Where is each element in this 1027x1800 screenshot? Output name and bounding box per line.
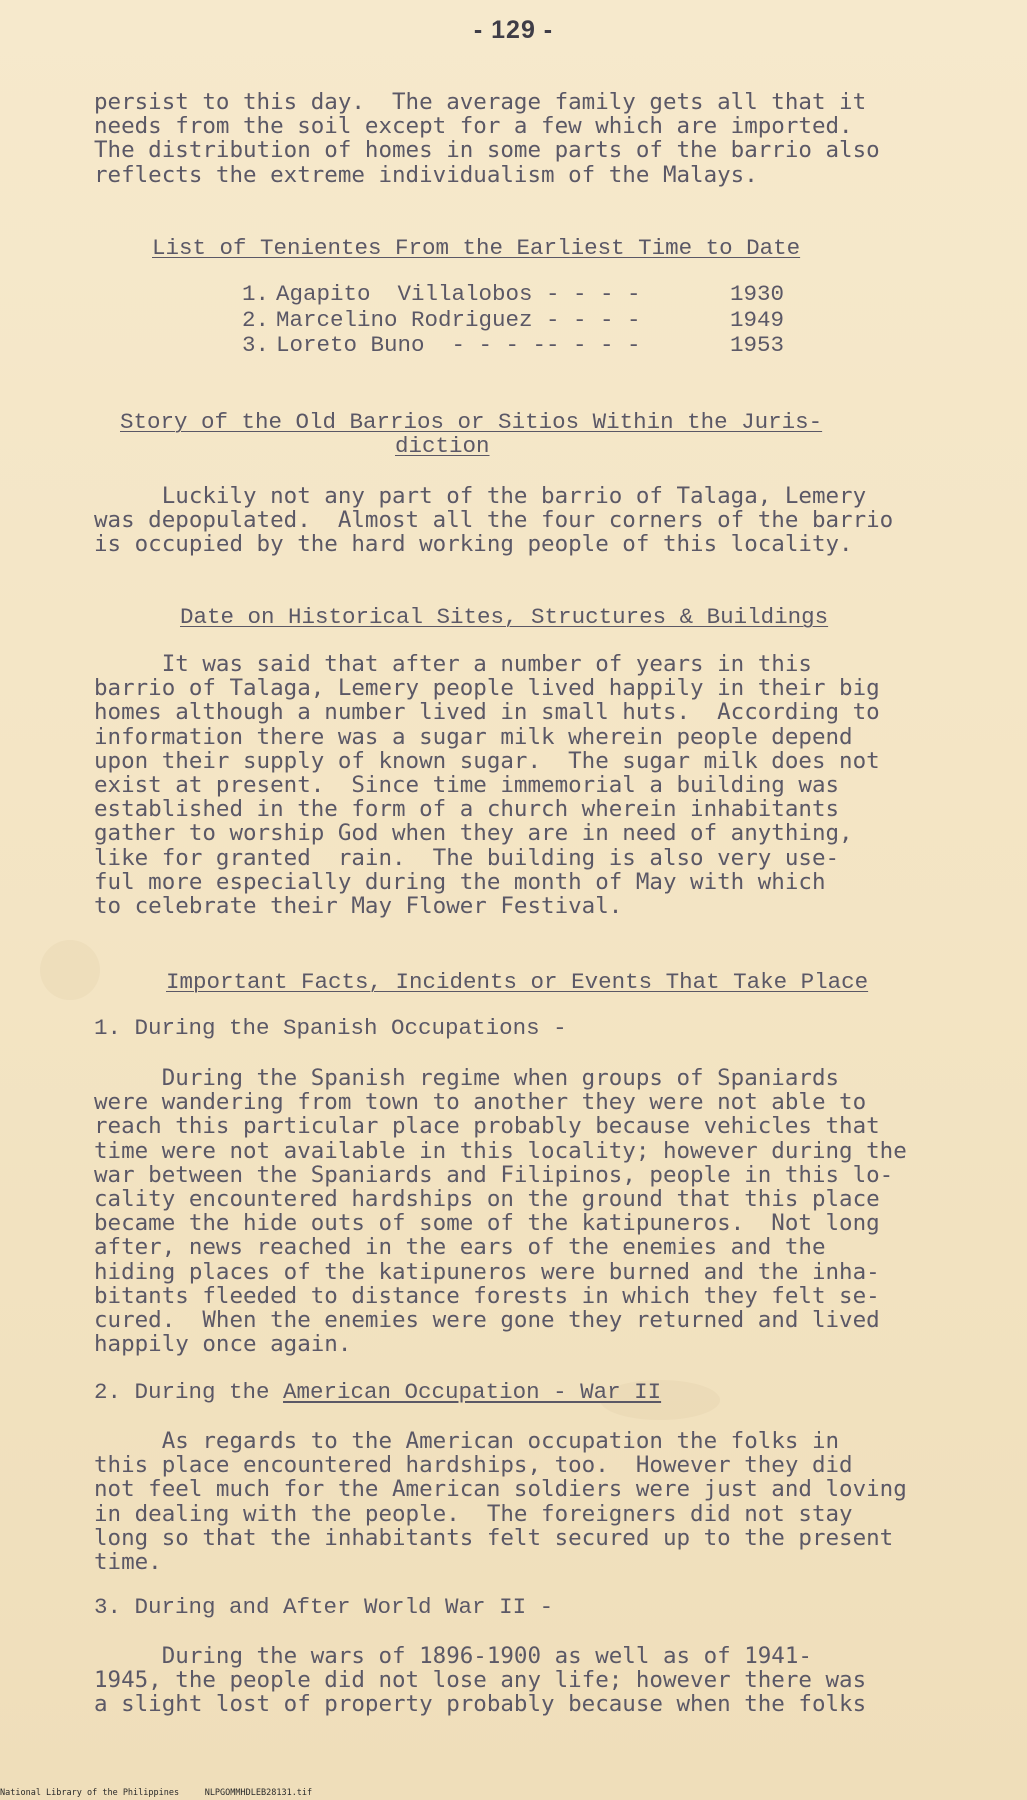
- archive-footer: National Library of the Philippines NLPGOMMHDLEB28131.tif: [0, 1788, 313, 1798]
- list-item-number: 3.: [242, 332, 270, 358]
- list-item: [242, 333, 790, 359]
- tenientes-heading: List of Tenientes From the Earliest Time to Date: [152, 235, 801, 261]
- world-war-subheading: 3. During and After World War II -: [94, 1594, 554, 1620]
- list-item-number: 2.: [242, 306, 270, 333]
- historical-sites-heading: Date on Historical Sites, Structures & Buildings: [180, 604, 829, 630]
- important-facts-heading: Important Facts, Incidents or Events That Take Place: [166, 969, 869, 995]
- spanish-occupation-subheading: 1. During the Spanish Occupations -: [94, 1015, 567, 1041]
- list-item-name: Marcelino Rodriguez - - - -: [276, 306, 641, 333]
- old-barrios-heading-continued: diction: [395, 433, 490, 459]
- list-item-name: Agapito Villalobos - - - -: [276, 281, 641, 307]
- spanish-occupation-paragraph: During the Spanish regime when groups of Spaniards were wandering from town to another they were not able to reach this particular place probably because vehicles that time were not available in this locality; however during the war between the Spaniards and Filipinos, people in this lo- cality encountered hardships on the ground that this place became the hide outs of some of the katipuneros. Not long after, news reached in the ears of the enemies and the hiding places of the katipuneros were burned and the inha- bitants fleeded to distance forests in which they felt se- cured. When the enemies were gone they returned and lived happily once again.: [94, 1065, 907, 1358]
- list-item-year: 1930: [730, 281, 785, 307]
- page-number: - 129 -: [473, 16, 554, 44]
- paper-stain: [40, 940, 100, 1000]
- historical-sites-paragraph: It was said that after a number of years in this barrio of Talaga, Lemery people lived happily in their big homes although a number lived in small huts. According to information there was a sugar milk wherein people depend upon their supply of known sugar. The sugar milk does not exist at present. Since time immemorial a building was established in the form of a church wherein inhabitants gather to worship God when they are in need of anything, like for granted rain. The building is also very use- ful more especially during the month of May with which to celebrate their May Flower Festival.: [94, 651, 880, 920]
- old-barrios-heading: Story of the Old Barrios or Sitios Within the Juris-: [120, 409, 823, 435]
- american-subheading-prefix: 2. During the: [94, 1379, 284, 1405]
- list-item-name: Loreto Buno - - - -- - - -: [276, 332, 641, 358]
- list-item-number: 1.: [242, 281, 270, 307]
- list-item: [242, 308, 790, 334]
- world-war-paragraph: During the wars of 1896-1900 as well as of 1941- 1945, the people did not lose any life; however there was a slight lost of property probably because when the folks: [94, 1643, 867, 1718]
- list-item-year: 1953: [730, 332, 785, 358]
- intro-paragraph: persist to this day. The average family gets all that it needs from the soil except for a few which are imported. The distribution of homes in some parts of the barrio also reflects the extreme individualism of the Malays.: [94, 89, 880, 188]
- american-occupation-paragraph: As regards to the American occupation the folks in this place encountered hardships, too. However they did not feel much for the American soldiers were just and loving in dealing with the people. The foreigners did not stay long so that the inhabitants felt secured up to the present time.: [94, 1428, 907, 1576]
- list-item-year: 1949: [730, 306, 785, 333]
- american-subheading-underlined: American Occupation - War II: [283, 1379, 662, 1405]
- old-barrios-paragraph: Luckily not any part of the barrio of Talaga, Lemery was depopulated. Almost all the four corners of the barrio is occupied by the hard working people of this locality.: [94, 483, 894, 558]
- tenientes-list: [242, 282, 790, 359]
- list-item: [242, 282, 790, 308]
- american-occupation-subheading: [94, 1380, 661, 1404]
